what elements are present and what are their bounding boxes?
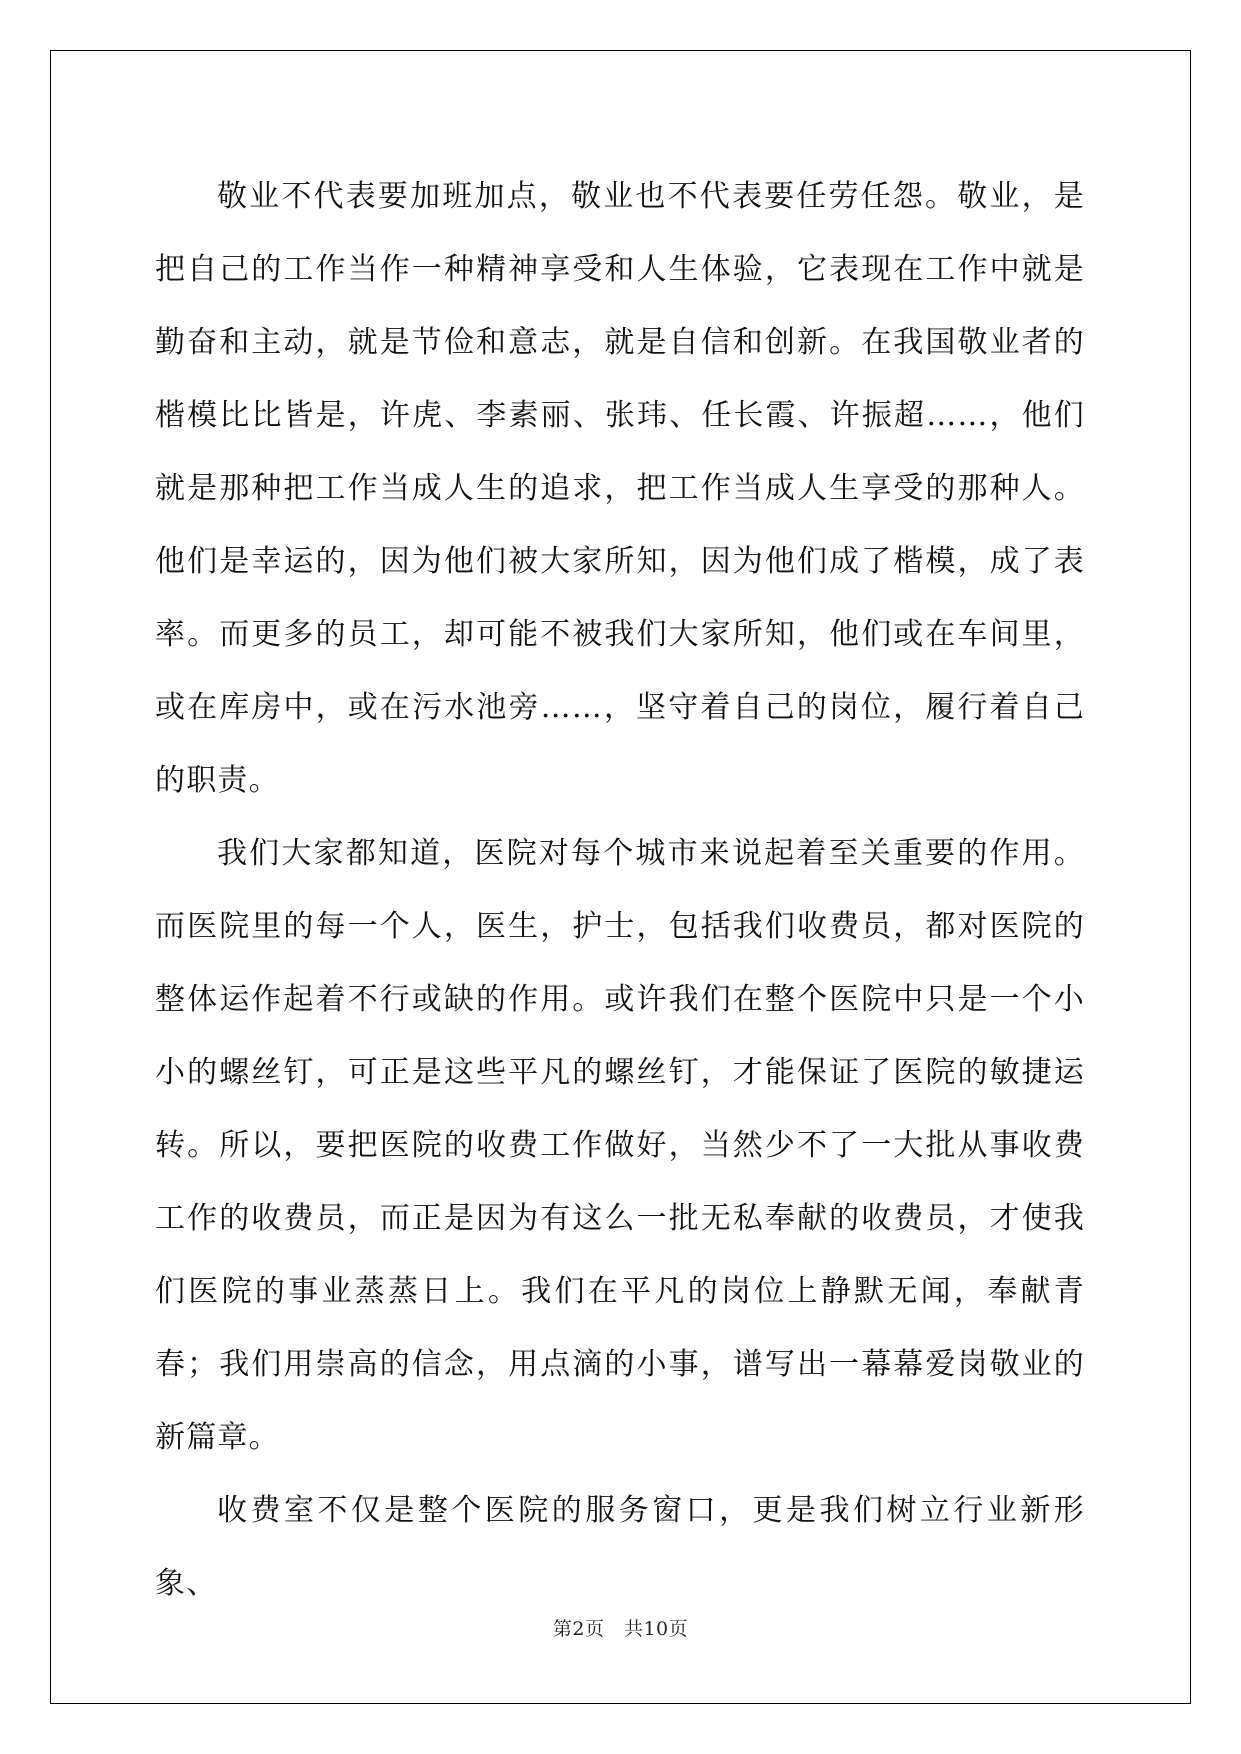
page-number-footer: 第2页 共10页: [552, 1618, 689, 1640]
document-body: [155, 160, 1085, 1620]
paragraph: 敬业不代表要加班加点，敬业也不代表要任劳任怨。敬业，是把自己的工作当作一种精神享受和人生体验，它表现在工作中就是勤奋和主动，就是节俭和意志，就是自信和创新。在我国敬业者的楷模比比皆是，许虎、李素丽、张玮、任长霞、许振超……，他们就是那种把工作当成人生的追求，把工作当成人生享受的那种人。他们是幸运的，因为他们被大家所知，因为他们成了楷模，成了表率。而更多的员工，却可能不被我们大家所知，他们或在车间里，或在库房中，或在污水池旁……，坚守着自己的岗位，履行着自己的职责。: [155, 179, 1085, 798]
paragraph: 收费室不仅是整个医院的服务窗口，更是我们树立行业新形象、: [155, 1493, 1085, 1601]
paragraph: 我们大家都知道，医院对每个城市来说起着至关重要的作用。而医院里的每一个人，医生，护士，包括我们收费员，都对医院的整体运作起着不行或缺的作用。或许我们在整个医院中只是一个小小的螺丝钉，可正是这些平凡的螺丝钉，才能保证了医院的敏捷运转。所以，要把医院的收费工作做好，当然少不了一大批从事收费工作的收费员，而正是因为有这么一批无私奉献的收费员，才使我们医院的事业蒸蒸日上。我们在平凡的岗位上静默无闻，奉献青春；我们用崇高的信念，用点滴的小事，谱写出一幕幕爱岗敬业的新篇章。: [155, 836, 1085, 1455]
